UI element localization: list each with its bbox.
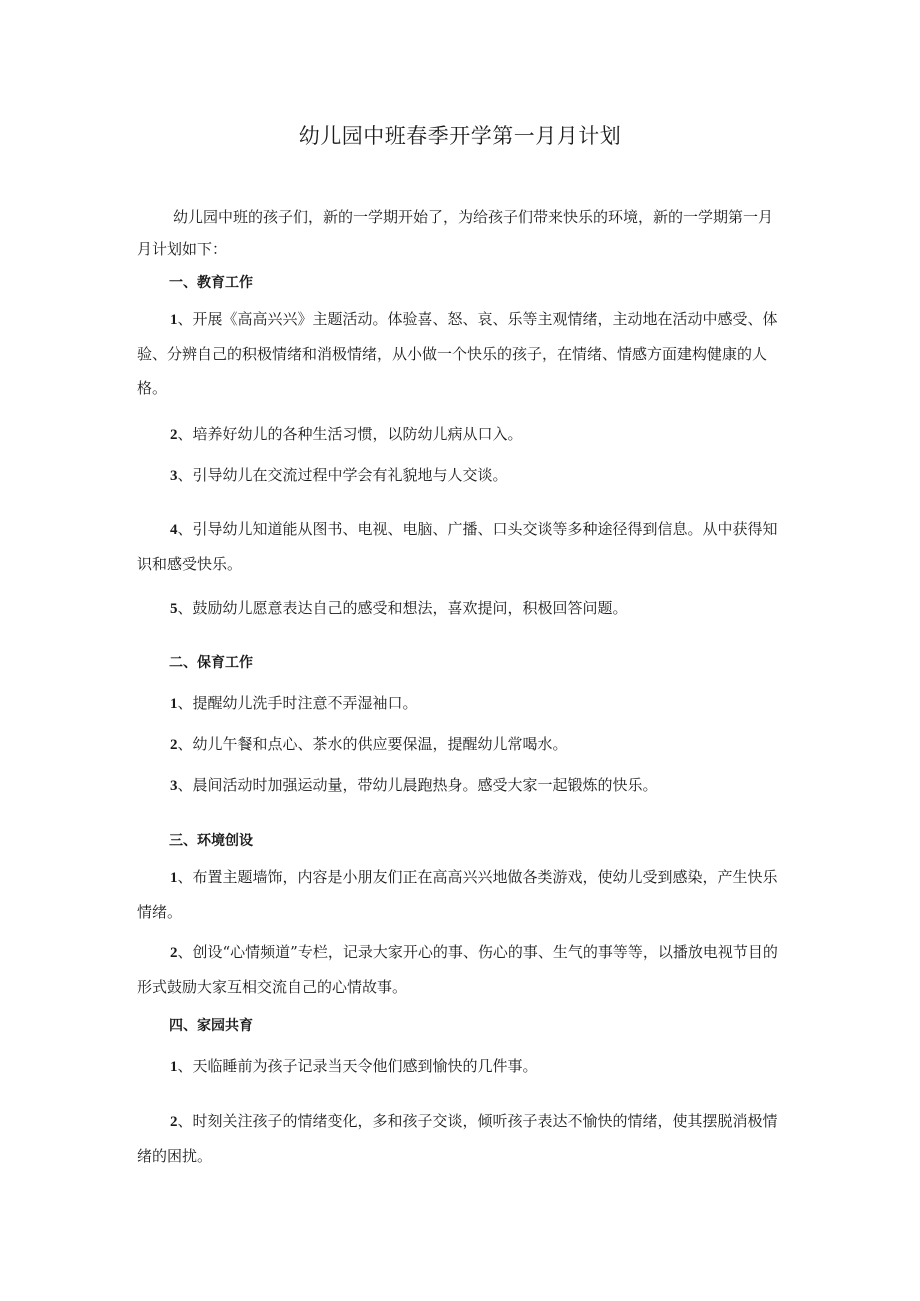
item-number: 5 <box>170 601 178 617</box>
item-text: 、时刻关注孩子的情绪变化，多和孩子交谈，倾听孩子表达不愉快的情绪，使其摆脱消极情绪的困扰。 <box>137 1112 778 1165</box>
section-heading-education: 一、教育工作 <box>169 275 253 291</box>
list-item <box>137 458 785 493</box>
list-item <box>137 417 785 452</box>
page-title: 幼儿园中班春季开学第一月月计划 <box>298 124 622 148</box>
list-item <box>137 591 785 626</box>
list-item <box>137 1104 785 1173</box>
section-heading-environment: 三、环境创设 <box>169 833 253 849</box>
item-text: 、幼儿午餐和点心、茶水的供应要保温，提醒幼儿常喝水。 <box>177 735 568 753</box>
item-text: 、引导幼儿知道能从图书、电视、电脑、广播、口头交谈等多种途径得到信息。从中获得知识和感受快乐。 <box>137 520 778 573</box>
item-text: 、引导幼儿在交流过程中学会有礼貌地与人交谈。 <box>177 466 508 484</box>
item-number: 1 <box>170 1059 178 1075</box>
item-text: 、布置主题墙饰，内容是小朋友们正在高高兴兴地做各类游戏，使幼儿受到感染，产生快乐情绪。 <box>137 868 778 921</box>
list-item <box>137 302 785 405</box>
item-number: 2 <box>170 737 178 753</box>
item-text: 、创设“心情频道”专栏，记录大家开心的事、伤心的事、生气的事等等，以播放电视节目的形式鼓励大家互相交流自己的心情故事。 <box>137 943 778 996</box>
item-number: 3 <box>170 468 178 484</box>
section-heading-home-school: 四、家园共育 <box>169 1018 253 1034</box>
list-item <box>137 860 785 929</box>
list-item <box>137 727 785 762</box>
item-text: 、开展《高高兴兴》主题活动。体验喜、怒、哀、乐等主观情绪，主动地在活动中感受、体验、分辨自己的积极情绪和消极情绪，从小做一个快乐的孩子，在情绪、情感方面建构健康的人格。 <box>137 310 778 397</box>
item-text: 、天临睡前为孩子记录当天令他们感到愉快的几件事。 <box>177 1057 538 1075</box>
list-item <box>137 686 785 721</box>
list-item <box>137 935 785 1004</box>
item-text: 、提醒幼儿洗手时注意不弄湿袖口。 <box>177 694 418 712</box>
item-text: 、晨间活动时加强运动量，带幼儿晨跑热身。感受大家一起锻炼的快乐。 <box>177 776 658 794</box>
item-text: 、鼓励幼儿愿意表达自己的感受和想法，喜欢提问，积极回答问题。 <box>177 599 628 617</box>
item-number: 4 <box>170 522 178 538</box>
list-item <box>137 1049 785 1084</box>
item-number: 2 <box>170 945 178 961</box>
item-number: 3 <box>170 778 178 794</box>
section-heading-care: 二、保育工作 <box>169 655 253 671</box>
list-item <box>137 512 785 581</box>
item-number: 2 <box>170 1114 178 1130</box>
item-number: 1 <box>170 870 178 886</box>
item-number: 1 <box>170 312 178 328</box>
intro-paragraph: 幼儿园中班的孩子们，新的一学期开始了，为给孩子们带来快乐的环境，新的一学期第一月月计划如下： <box>137 208 774 258</box>
item-number: 2 <box>170 427 178 443</box>
item-text: 、培养好幼儿的各种生活习惯，以防幼儿病从口入。 <box>177 425 523 443</box>
list-item <box>137 768 785 803</box>
item-number: 1 <box>170 696 178 712</box>
